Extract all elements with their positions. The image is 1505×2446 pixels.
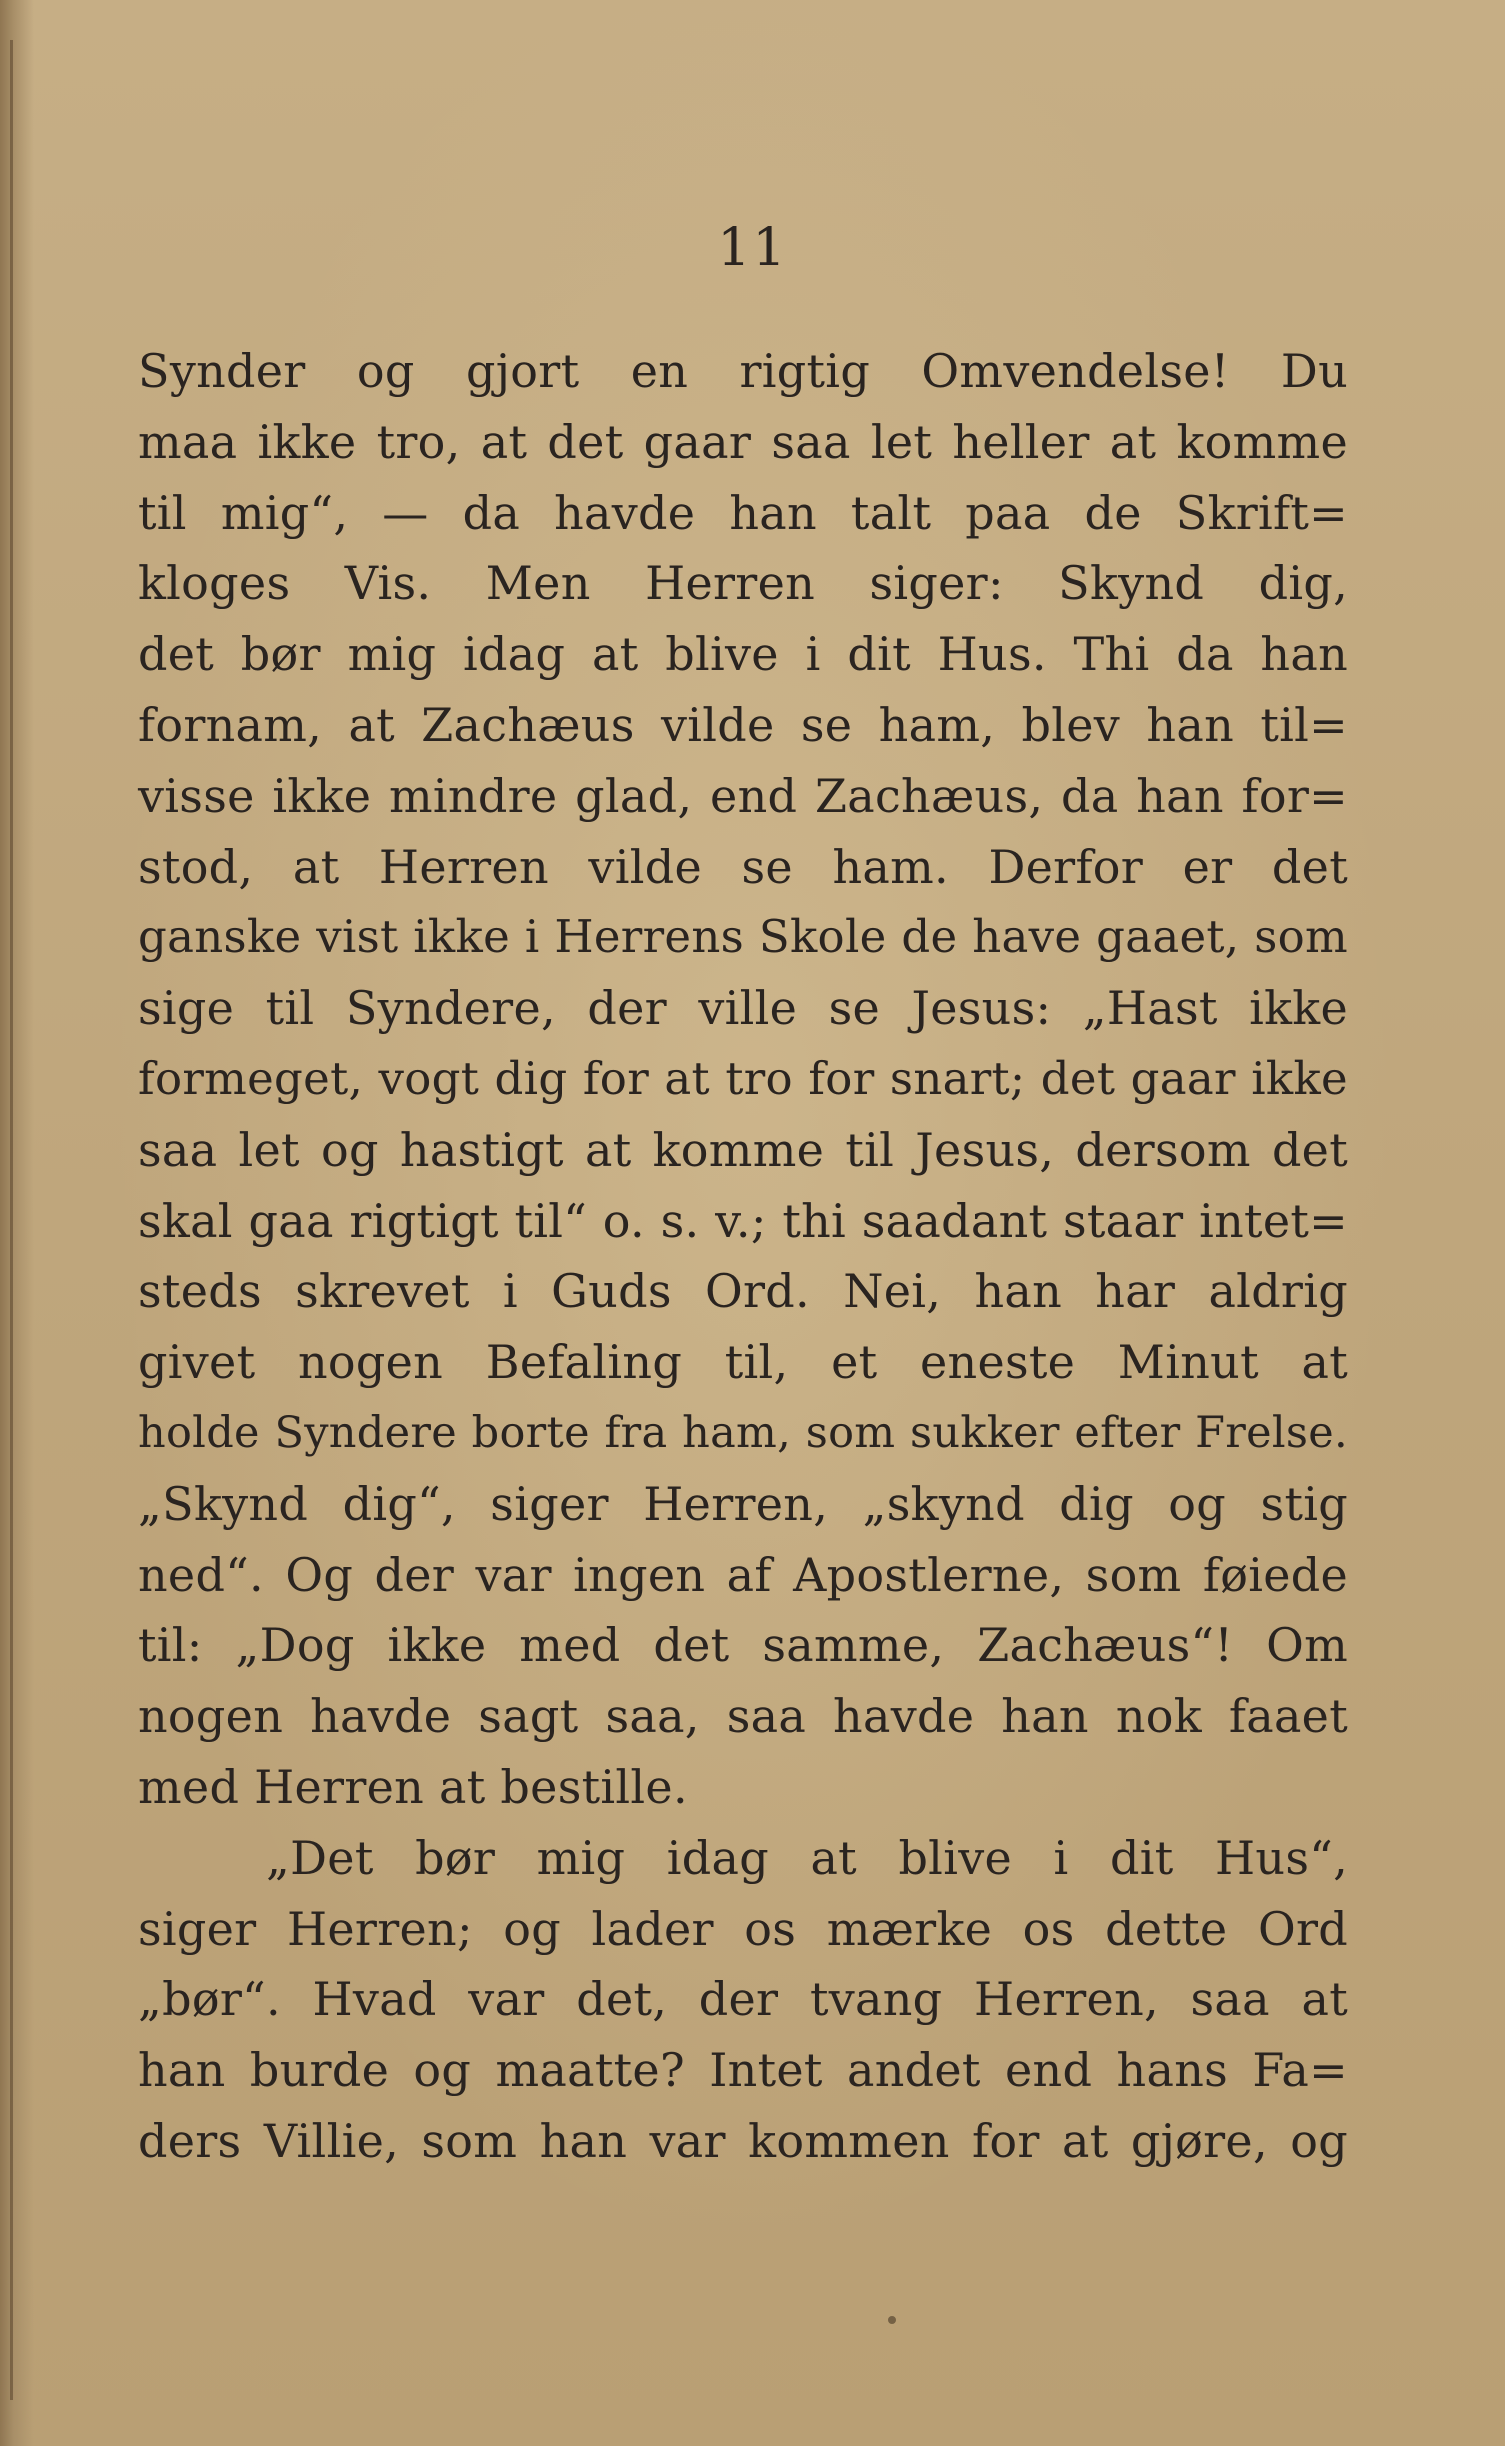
text-line: maa ikke tro, at det gaar saa let heller at komme xyxy=(138,414,1348,469)
page-binding-edge xyxy=(0,0,34,2446)
text-line: sige til Syndere, der ville se Jesus: „Hast ikke xyxy=(138,981,1348,1036)
body-text xyxy=(138,336,1348,2177)
text-line: givet nogen Befaling til, et eneste Minut at xyxy=(138,1335,1348,1390)
text-line: fornam, at Zachæus vilde se ham, blev han til= xyxy=(138,697,1348,752)
text-line: ders Villie, som han var kommen for at gjøre, og xyxy=(138,2113,1348,2168)
text-line: „Skynd dig“, siger Herren, „skynd dig og stig xyxy=(138,1476,1348,1531)
page-number: 11 xyxy=(717,218,788,278)
text-line: han burde og maatte? Intet andet end hans Fa= xyxy=(138,2043,1348,2098)
text-line: siger Herren; og lader os mærke os dette Ord xyxy=(138,1901,1348,1956)
text-line: formeget, vogt dig for at tro for snart; det gaar ikke xyxy=(138,1051,1348,1105)
text-line: stod, at Herren vilde se ham. Derfor er det xyxy=(138,839,1348,894)
paragraph-end-line: med Herren at bestille. xyxy=(138,1759,688,1814)
text-line: holde Syndere borte fra ham, som sukker efter Frelse. xyxy=(138,1407,1348,1458)
text-line: det bør mig idag at blive i dit Hus. Thi da han xyxy=(138,627,1348,682)
text-line: „bør“. Hvad var det, der tvang Herren, saa at xyxy=(138,1972,1348,2027)
text-line: kloges Vis. Men Herren siger: Skynd dig, xyxy=(138,556,1348,611)
text-line: steds skrevet i Guds Ord. Nei, han har aldrig xyxy=(138,1264,1348,1319)
text-line: skal gaa rigtigt til“ o. s. v.; thi saadant staar intet= xyxy=(138,1193,1348,1248)
text-line: nogen havde sagt saa, saa havde han nok faaet xyxy=(138,1689,1348,1744)
printer-signature-dot xyxy=(888,2316,896,2324)
page-edge-line xyxy=(10,40,13,2400)
text-line: til: „Dog ikke med det samme, Zachæus“! Om xyxy=(138,1618,1348,1673)
text-line: saa let og hastigt at komme til Jesus, dersom det xyxy=(138,1122,1348,1177)
text-line: visse ikke mindre glad, end Zachæus, da han for= xyxy=(138,768,1348,823)
text-line: til mig“, — da havde han talt paa de Skrift= xyxy=(138,485,1348,540)
text-line: ned“. Og der var ingen af Apostlerne, som føiede xyxy=(138,1547,1348,1602)
text-line: Synder og gjort en rigtig Omvendelse! Du xyxy=(138,344,1348,398)
paragraph-start-line: „Det bør mig idag at blive i dit Hus“, xyxy=(266,1830,1348,1885)
text-line: ganske vist ikke i Herrens Skole de have gaaet, som xyxy=(138,910,1348,964)
